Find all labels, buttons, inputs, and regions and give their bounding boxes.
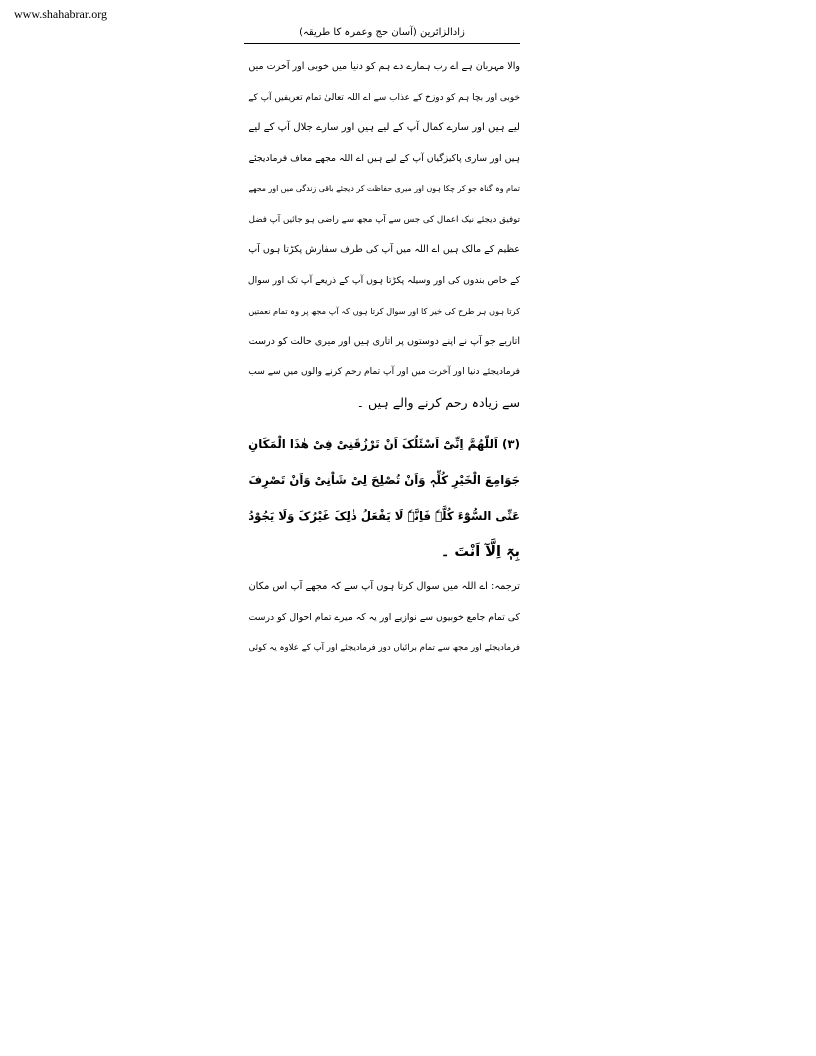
translation-paragraph bbox=[244, 572, 520, 664]
running-header: زادالزائرین (آسان حج وعمرہ کا طریقہ) bbox=[244, 26, 520, 44]
text-line: فرمادیجئے اور مجھ سے تمام برائیاں دور فرمادیجئے اور آپ کے علاوہ یہ کوئی bbox=[248, 643, 520, 653]
text-line: فرمادیجئے دنیا اور آخرت میں اور آپ تمام رحم کرنے والوں میں سے سب bbox=[248, 367, 520, 377]
text-line: لیے ہیں اور سارے کمال آپ کے لیے ہیں اور سارے جلال آپ کے لیے bbox=[248, 122, 520, 133]
text-line: تمام وہ گناہ جو کر چکا ہوں اور میری حفاظت کر دیجئے باقی زندگی میں اور مجھے bbox=[248, 184, 520, 193]
text-line: عظیم کے مالک ہیں اے اللہ میں آپ کی طرف سفارش پکڑتا ہوں آپ bbox=[248, 244, 520, 255]
text-line: ترجمہ: اے اللہ میں سوال کرتا ہوں آپ سے کہ مجھے آپ اس مکان bbox=[248, 581, 520, 592]
page-content bbox=[244, 26, 520, 664]
dua-line: بِہٖٓ اِلَّآ اَنْتَ ۔ bbox=[440, 544, 520, 560]
text-line: کی تمام جامع خوبیوں سے نوازیے اور یہ کہ میرے تمام احوال کو درست bbox=[248, 611, 520, 623]
text-line: ہیں اور ساری پاکیزگیاں آپ کے لیے ہیں اے اللہ مجھے معاف فرمادیجئے bbox=[248, 152, 520, 164]
dua-line: جَوَامِعَ الْخَیْرِ کُلِّہٖ وَاَنْ تُصْلِحَ لِیْ شَاْنِیْ وَاَنْ تَصْرِفَ bbox=[248, 473, 520, 487]
site-url: www.shahabrar.org bbox=[14, 7, 107, 21]
text-line: کے خاص بندوں کی اور وسیلہ پکڑتا ہوں آپ کے ذریعے آپ تک اور سوال bbox=[247, 274, 520, 286]
text-line: اتاریے جو آپ نے اپنے دوستوں پر اتاری ہیں اور میری حالت کو درست bbox=[248, 335, 520, 347]
text-line: سے زیادہ رحم کرنے والے ہیں ۔ bbox=[356, 394, 520, 410]
dua-line: عَنِّی السُّوْٓءَ کُلَّہٗ فَاِنَّہٗ لَا یَفْعَلُ ذٰلِکَ غَیْرُکَ وَلَا یَجُوْدُ bbox=[248, 509, 520, 523]
text-line: توفیق دیجئے نیک اعمال کی جس سے آپ مجھ سے راضی ہو جائیں آپ فضل bbox=[248, 214, 520, 225]
text-line: والا مہربان ہے اے رب ہمارے دے ہم کو دنیا میں خوبی اور آخرت میں bbox=[248, 61, 520, 72]
text-line: کرتا ہوں ہر طرح کی خیر کا اور سوال کرتا ہوں کہ آپ مجھ پر وہ تمام نعمتیں bbox=[248, 306, 520, 316]
dua-line: (۳) اَللّٰھُمَّ اِنِّیْٓ اَسْئَلُکَ اَنْ تَرْزُقَنِیْ فِیْ ھٰذَا الْمَکَانِ bbox=[248, 437, 520, 451]
body-paragraph bbox=[244, 52, 520, 418]
text-line: خوبی اور بچا ہم کو دوزخ کے عذاب سے اے اللہ تعالیٰ تمام تعریفیں آپ کے bbox=[248, 92, 520, 103]
arabic-dua bbox=[244, 426, 520, 570]
